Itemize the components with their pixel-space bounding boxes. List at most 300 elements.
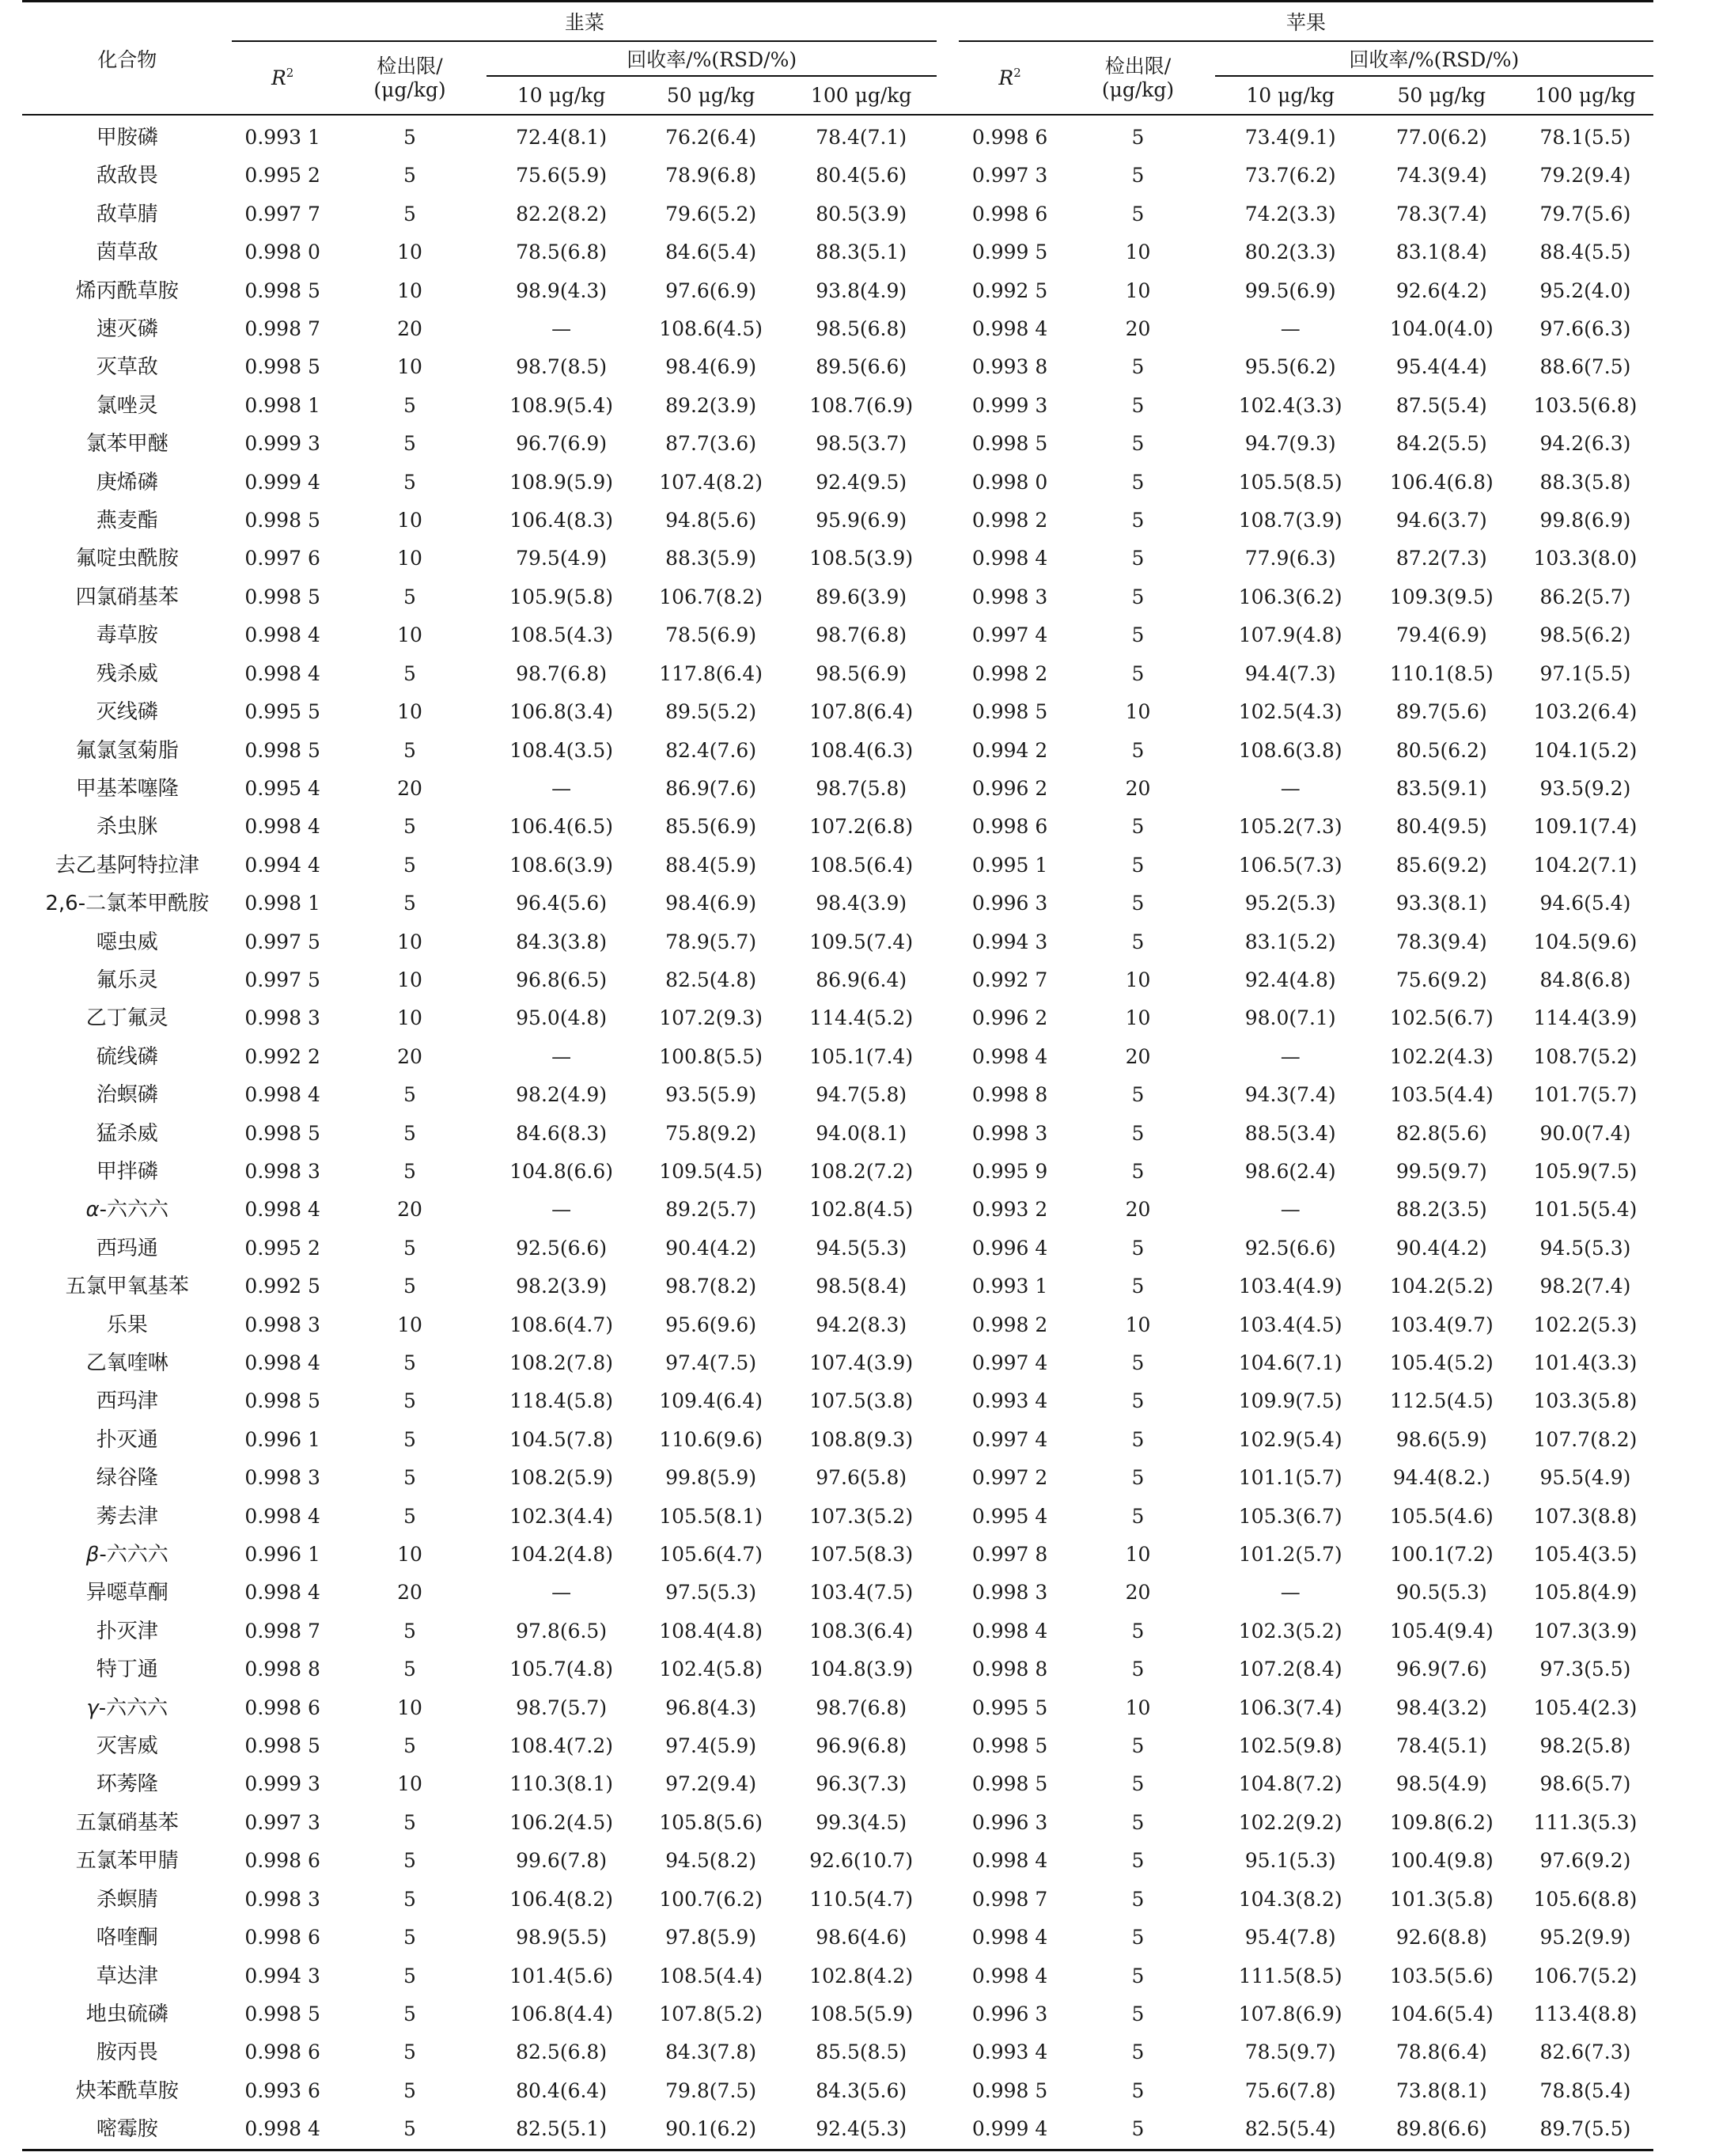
table-row xyxy=(22,655,1653,693)
lod-leek: 5 xyxy=(403,585,416,608)
compound-name: 庚烯磷 xyxy=(96,470,158,494)
lod-leek: 5 xyxy=(403,1658,416,1681)
table-row xyxy=(22,1230,1653,1267)
rec10-apple: 106.3(7.4) xyxy=(1238,1696,1342,1719)
rec100-leek: 109.5(7.4) xyxy=(809,930,914,953)
rec10-apple: — xyxy=(1280,776,1301,800)
rec100-apple: 88.3(5.8) xyxy=(1539,470,1631,494)
rec50-apple: 92.6(4.2) xyxy=(1395,278,1487,302)
lod-leek: 5 xyxy=(403,1427,416,1451)
rec10-apple: 107.2(8.4) xyxy=(1238,1658,1342,1681)
r2-apple: 0.992 7 xyxy=(971,968,1048,991)
rec10-apple: 82.5(5.4) xyxy=(1215,2110,1366,2150)
rec50-leek: 94.5(8.2) xyxy=(665,1849,757,1873)
lod-leek: 10 xyxy=(397,1313,422,1336)
compound-name: 氯苯甲醚 xyxy=(85,432,168,457)
r2-apple: 0.995 9 xyxy=(971,1159,1048,1183)
rec10-apple: 73.7(6.2) xyxy=(1244,164,1336,188)
rec50-leek: 97.5(5.3) xyxy=(665,1581,757,1605)
rec10-apple: 95.4(7.8) xyxy=(1244,1926,1336,1949)
rec100-leek: 92.4(9.5) xyxy=(816,470,907,494)
rec100-leek: 104.8(3.9) xyxy=(809,1658,914,1681)
lod-leek: 10 xyxy=(397,1543,422,1567)
r2-apple: 0.999 4 xyxy=(959,2110,1062,2150)
rec50-apple: 94.4(8.2.) xyxy=(1392,1466,1490,1490)
lod-apple: 5 xyxy=(1131,1389,1145,1413)
rec10-leek: 98.7(5.7) xyxy=(516,1696,608,1719)
rec10-leek: 108.2(7.8) xyxy=(509,1351,614,1374)
lod-leek: 5 xyxy=(403,2078,416,2102)
r2-apple: 0.997 4 xyxy=(971,1427,1048,1451)
r2-leek: 0.998 5 xyxy=(244,1121,320,1145)
lod-leek: 5 xyxy=(403,1504,416,1528)
r2-leek: 0.999 3 xyxy=(244,432,320,456)
rec50-apple: 102.2(4.3) xyxy=(1389,1044,1494,1068)
compound-name: β-六六六 xyxy=(85,1543,168,1567)
rec100-apple: 104.2(7.1) xyxy=(1533,853,1638,877)
rec100-leek: 98.6(4.6) xyxy=(816,1926,907,1949)
lod-apple: 5 xyxy=(1131,1083,1145,1107)
rec10-leek: 108.4(3.5) xyxy=(509,738,614,762)
rec10-leek: 105.7(4.8) xyxy=(509,1658,614,1681)
r2-apple: 0.998 3 xyxy=(971,1581,1048,1605)
r2-apple: 0.997 8 xyxy=(971,1543,1048,1567)
r2-leek: 0.995 2 xyxy=(244,164,320,188)
rec100-apple: 103.2(6.4) xyxy=(1533,700,1638,724)
lod-apple: 5 xyxy=(1131,1926,1145,1949)
r2-leek: 0.998 5 xyxy=(244,2002,320,2025)
rec50-apple: 99.5(9.7) xyxy=(1395,1159,1487,1183)
lod-leek: 5 xyxy=(403,432,416,456)
lod-leek: 10 xyxy=(397,278,422,302)
table-row xyxy=(22,732,1653,770)
r2-leek: 0.998 6 xyxy=(244,1696,320,1719)
rec50-leek: 117.8(6.4) xyxy=(659,661,763,685)
r2-leek: 0.995 5 xyxy=(244,700,320,724)
rec100-leek: 108.4(6.3) xyxy=(809,738,914,762)
rec100-leek: 107.5(8.3) xyxy=(809,1543,914,1567)
lod-leek: 5 xyxy=(403,815,416,839)
rec100-leek: 98.5(6.8) xyxy=(816,317,907,341)
compound-name: 杀虫脒 xyxy=(96,815,158,839)
rec100-leek: 105.1(7.4) xyxy=(809,1044,914,1068)
rec50-apple: 105.5(4.6) xyxy=(1389,1504,1494,1528)
table-row xyxy=(22,1115,1653,1153)
r2-leek: 0.998 3 xyxy=(244,1159,320,1183)
rec100-apple: 95.2(9.9) xyxy=(1539,1926,1631,1949)
rec50-apple: 103.4(9.7) xyxy=(1389,1313,1494,1336)
rec10-leek: 96.7(6.9) xyxy=(516,432,608,456)
group-header-leek: 韭菜 xyxy=(232,2,937,42)
rec50-apple: 109.3(9.5) xyxy=(1389,585,1494,608)
lod-leek: 5 xyxy=(403,1849,416,1873)
table-row xyxy=(22,1536,1653,1574)
rec50-leek: 108.6(4.5) xyxy=(659,317,763,341)
compound-name: 地虫硫磷 xyxy=(85,2002,168,2026)
lod-leek: 20 xyxy=(397,776,422,800)
r2-leek: 0.998 4 xyxy=(232,2110,332,2150)
lod-apple: 20 xyxy=(1125,776,1151,800)
rec50-leek: 105.8(5.6) xyxy=(659,1810,763,1834)
lod-leek: 10 xyxy=(397,241,422,264)
rec100-apple: 108.7(5.2) xyxy=(1533,1044,1638,1068)
rec10-apple: 75.6(7.8) xyxy=(1244,2078,1336,2102)
rec50-leek: 108.4(4.8) xyxy=(659,1619,763,1643)
rec50-apple: 78.3(9.4) xyxy=(1395,930,1487,953)
rec100-leek: 110.5(4.7) xyxy=(809,1887,914,1911)
rec10-leek: 82.5(5.1) xyxy=(487,2110,636,2150)
r2-apple: 0.998 8 xyxy=(971,1658,1048,1681)
table-row xyxy=(22,1038,1653,1076)
rec100-apple: 84.8(6.8) xyxy=(1539,968,1631,991)
lod-apple: 5 xyxy=(1131,1772,1145,1796)
rec100-apple: 111.3(5.3) xyxy=(1533,1810,1638,1834)
rec10-leek: 96.8(6.5) xyxy=(516,968,608,991)
compound-name: 特丁通 xyxy=(96,1658,158,1682)
lod-leek: 10 xyxy=(397,1006,422,1030)
rec100-leek: 94.0(8.1) xyxy=(816,1121,907,1145)
rec50-apple: 104.6(5.4) xyxy=(1389,2002,1494,2025)
lod-apple: 10 xyxy=(1125,1696,1151,1719)
compound-name: 残杀威 xyxy=(96,661,158,686)
lod-leek: 10 xyxy=(397,1696,422,1719)
r2-apple: 0.997 4 xyxy=(971,623,1048,647)
compound-name: 五氯甲氧基苯 xyxy=(65,1275,189,1299)
r2-apple: 0.998 4 xyxy=(971,317,1048,341)
lod-leek: 5 xyxy=(403,164,416,188)
rec50-apple: 73.8(8.1) xyxy=(1395,2078,1487,2102)
rec50-leek: 108.5(4.4) xyxy=(659,1964,763,1987)
r2-leek: 0.998 5 xyxy=(244,355,320,379)
rec50-leek: 82.5(4.8) xyxy=(665,968,757,991)
table-row xyxy=(22,272,1653,310)
lod-leek: 5 xyxy=(403,1466,416,1490)
r2-apple: 0.993 2 xyxy=(971,1198,1048,1222)
rec10-apple: 98.0(7.1) xyxy=(1244,1006,1336,1030)
rec10-apple: 106.5(7.3) xyxy=(1238,853,1342,877)
r2-apple: 0.992 5 xyxy=(971,278,1048,302)
rec10-apple: 92.5(6.6) xyxy=(1244,1236,1336,1260)
rec10-leek: 99.6(7.8) xyxy=(516,1849,608,1873)
rec50-leek: 109.4(6.4) xyxy=(659,1389,763,1413)
rec10-apple: 74.2(3.3) xyxy=(1244,202,1336,225)
rec10-apple: 108.6(3.8) xyxy=(1238,738,1342,762)
table-row xyxy=(22,1344,1653,1382)
compound-header: 化合物 xyxy=(22,2,232,116)
r2-apple: 0.998 2 xyxy=(971,661,1048,685)
rec50-leek: 89.5(5.2) xyxy=(665,700,757,724)
rec10-leek: 82.5(6.8) xyxy=(516,2040,608,2064)
table-row xyxy=(22,1881,1653,1919)
r2-apple: 0.996 3 xyxy=(971,892,1048,915)
compound-name: 草达津 xyxy=(96,1964,158,1988)
rec10-apple: 95.2(5.3) xyxy=(1244,892,1336,915)
rec50-apple: 92.6(8.8) xyxy=(1395,1926,1487,1949)
table-row xyxy=(22,310,1653,348)
rec50-leek: 78.9(5.7) xyxy=(665,930,757,953)
lod-apple: 10 xyxy=(1125,1006,1151,1030)
level-50-leek: 50 μg/kg xyxy=(636,76,786,115)
rec50-apple: 87.5(5.4) xyxy=(1395,393,1487,417)
lod-apple: 5 xyxy=(1131,470,1145,494)
r2-apple: 0.995 5 xyxy=(971,1696,1048,1719)
compound-name: 乐果 xyxy=(106,1313,148,1337)
rec50-apple: 77.0(6.2) xyxy=(1395,126,1487,149)
rec50-apple: 83.1(8.4) xyxy=(1395,241,1487,264)
table-row xyxy=(22,1498,1653,1536)
rec10-apple: 98.6(2.4) xyxy=(1244,1159,1336,1183)
table-row xyxy=(22,616,1653,654)
table-row xyxy=(22,1995,1653,2033)
rec10-leek: 104.5(7.8) xyxy=(509,1427,614,1451)
compound-name: 甲胺磷 xyxy=(96,126,158,150)
rec100-apple: 78.8(5.4) xyxy=(1539,2078,1631,2102)
rec100-apple: 99.8(6.9) xyxy=(1539,509,1631,532)
rec50-apple: 84.2(5.5) xyxy=(1395,432,1487,456)
lod-leek: 10 xyxy=(397,968,422,991)
table-row xyxy=(22,999,1653,1037)
r2-apple: 0.998 4 xyxy=(971,1849,1048,1873)
lod-apple: 5 xyxy=(1131,1504,1145,1528)
rec50-apple: 78.3(7.4) xyxy=(1395,202,1487,225)
lod-leek: 5 xyxy=(403,202,416,225)
lod-header-leek: 检出限/ (μg/kg) xyxy=(333,41,487,115)
lod-leek: 20 xyxy=(397,317,422,341)
rec100-apple: 105.8(4.9) xyxy=(1533,1581,1638,1605)
rec10-apple: 105.2(7.3) xyxy=(1238,815,1342,839)
rec10-leek: 98.9(5.5) xyxy=(516,1926,608,1949)
table-row xyxy=(22,1191,1653,1229)
lod-apple: 20 xyxy=(1125,317,1151,341)
rec10-apple: 95.5(6.2) xyxy=(1244,355,1336,379)
compound-name: 扑灭津 xyxy=(96,1619,158,1643)
lod-apple: 5 xyxy=(1131,1964,1145,1987)
r2-leek: 0.998 8 xyxy=(244,1658,320,1681)
rec100-apple: 97.6(9.2) xyxy=(1539,1849,1631,1873)
rec100-apple: 103.5(6.8) xyxy=(1533,393,1638,417)
r2-apple: 0.998 0 xyxy=(971,470,1048,494)
rec50-apple: 102.5(6.7) xyxy=(1389,1006,1494,1030)
lod-apple: 5 xyxy=(1131,2040,1145,2064)
compound-name: α-六六六 xyxy=(85,1198,168,1222)
r2-apple: 0.998 5 xyxy=(971,2078,1048,2102)
rec50-apple: 89.7(5.6) xyxy=(1395,700,1487,724)
lod-leek: 10 xyxy=(397,509,422,532)
compound-name: 甲基苯噻隆 xyxy=(75,776,179,801)
r2-leek: 0.997 6 xyxy=(244,547,320,570)
r2-apple: 0.995 4 xyxy=(971,1504,1048,1528)
lod-leek: 5 xyxy=(403,1887,416,1911)
rec100-apple: 95.5(4.9) xyxy=(1539,1466,1631,1490)
rec10-leek: 108.4(7.2) xyxy=(509,1734,614,1758)
rec10-leek: 108.6(3.9) xyxy=(509,853,614,877)
rec50-apple: 87.2(7.3) xyxy=(1395,547,1487,570)
r2-leek: 0.998 4 xyxy=(244,1083,320,1107)
rec10-apple: 103.4(4.9) xyxy=(1238,1275,1342,1298)
r2-leek: 0.995 4 xyxy=(244,776,320,800)
rec100-apple: 113.4(8.8) xyxy=(1533,2002,1638,2025)
table-row xyxy=(22,1612,1653,1650)
table-row xyxy=(22,2110,1653,2150)
rec50-apple: 101.3(5.8) xyxy=(1389,1887,1494,1911)
rec100-leek: 103.4(7.5) xyxy=(809,1581,914,1605)
rec100-leek: 108.3(6.4) xyxy=(809,1619,914,1643)
rec100-leek: 108.8(9.3) xyxy=(809,1427,914,1451)
r2-apple: 0.993 4 xyxy=(971,1389,1048,1413)
rec50-leek: 109.5(4.5) xyxy=(659,1159,763,1183)
lod-apple: 5 xyxy=(1131,1427,1145,1451)
rec10-apple: 95.1(5.3) xyxy=(1244,1849,1336,1873)
rec100-apple: 107.3(8.8) xyxy=(1533,1504,1638,1528)
lod-leek: 5 xyxy=(403,393,416,417)
rec100-apple: 103.3(8.0) xyxy=(1533,547,1638,570)
r2-apple: 0.998 4 xyxy=(971,1044,1048,1068)
rec10-leek: — xyxy=(551,1198,572,1222)
rec100-apple: 97.3(5.5) xyxy=(1539,1658,1631,1681)
rec10-leek: 110.3(8.1) xyxy=(509,1772,614,1796)
rec10-leek: 84.6(8.3) xyxy=(516,1121,608,1145)
table-row xyxy=(22,1459,1653,1497)
rec10-apple: 102.9(5.4) xyxy=(1238,1427,1342,1451)
rec10-leek: 98.7(6.8) xyxy=(516,661,608,685)
rec10-leek: 101.4(5.6) xyxy=(509,1964,614,1987)
lod-leek: 5 xyxy=(403,126,416,149)
rec50-leek: 110.6(9.6) xyxy=(659,1427,763,1451)
rec100-leek: 88.3(5.1) xyxy=(816,241,907,264)
rec100-leek: 98.5(6.9) xyxy=(816,661,907,685)
rec50-leek: 88.4(5.9) xyxy=(665,853,757,877)
compound-name: 五氯苯甲腈 xyxy=(75,1849,179,1874)
lod-leek: 5 xyxy=(403,892,416,915)
compound-name: 氯唑灵 xyxy=(96,393,158,418)
r2-leek: 0.998 4 xyxy=(244,815,320,839)
rec50-apple: 83.5(9.1) xyxy=(1395,776,1487,800)
rec50-apple: 105.4(9.4) xyxy=(1389,1619,1494,1643)
table-row xyxy=(22,1919,1653,1957)
r2-leek: 0.998 4 xyxy=(244,623,320,647)
rec10-apple: 109.9(7.5) xyxy=(1238,1389,1342,1413)
level-10-leek: 10 μg/kg xyxy=(487,76,636,115)
compound-name: 烯丙酰草胺 xyxy=(75,278,179,303)
table-row xyxy=(22,2072,1653,2110)
r2-leek: 0.998 3 xyxy=(244,1466,320,1490)
table-row xyxy=(22,2033,1653,2071)
rec50-apple: 93.3(8.1) xyxy=(1395,892,1487,915)
lod-apple: 5 xyxy=(1131,393,1145,417)
table-row xyxy=(22,1957,1653,1995)
rec100-leek: 94.2(8.3) xyxy=(816,1313,907,1336)
lod-apple: 5 xyxy=(1131,1658,1145,1681)
rec50-apple: 106.4(6.8) xyxy=(1389,470,1494,494)
rec50-apple: 90.5(5.3) xyxy=(1395,1581,1487,1605)
rec100-apple: 98.6(5.7) xyxy=(1539,1772,1631,1796)
rec50-apple: 103.5(5.6) xyxy=(1389,1964,1494,1987)
lod-leek: 5 xyxy=(403,1275,416,1298)
rec50-leek: 88.3(5.9) xyxy=(665,547,757,570)
rec50-apple: 85.6(9.2) xyxy=(1395,853,1487,877)
rec50-leek: 90.4(4.2) xyxy=(665,1236,757,1260)
rec50-apple: 82.8(5.6) xyxy=(1395,1121,1487,1145)
rec50-apple: 105.4(5.2) xyxy=(1389,1351,1494,1374)
r2-leek: 0.998 1 xyxy=(244,393,320,417)
rec10-leek: 106.4(8.3) xyxy=(509,509,614,532)
rec50-leek: 85.5(6.9) xyxy=(665,815,757,839)
table-row xyxy=(22,348,1653,386)
rec50-leek: 98.7(8.2) xyxy=(665,1275,757,1298)
rec10-leek: — xyxy=(551,776,572,800)
rec100-leek: 86.9(6.4) xyxy=(816,968,907,991)
lod-leek: 10 xyxy=(397,623,422,647)
r2-leek: 0.997 3 xyxy=(244,1810,320,1834)
lod-apple: 5 xyxy=(1131,202,1145,225)
compound-name: 绿谷隆 xyxy=(96,1466,158,1491)
r2-header-leek: $R^2$ xyxy=(232,41,332,115)
lod-leek: 10 xyxy=(397,930,422,953)
rec10-apple: 103.4(4.5) xyxy=(1238,1313,1342,1336)
lod-apple: 5 xyxy=(1131,1849,1145,1873)
rec10-leek: 106.2(4.5) xyxy=(509,1810,614,1834)
rec50-leek: 97.8(5.9) xyxy=(665,1926,757,1949)
compound-name: 去乙基阿特拉津 xyxy=(55,853,199,877)
rec50-leek: 86.9(7.6) xyxy=(665,776,757,800)
rec50-leek: 107.8(5.2) xyxy=(659,2002,763,2025)
r2-leek: 0.998 4 xyxy=(244,1198,320,1222)
lod-leek: 10 xyxy=(397,547,422,570)
rec100-leek: 98.7(6.8) xyxy=(816,1696,907,1719)
r2-leek: 0.998 3 xyxy=(244,1887,320,1911)
compound-name: 乙丁氟灵 xyxy=(85,1006,168,1031)
r2-leek: 0.998 6 xyxy=(244,2040,320,2064)
rec50-apple: 94.6(3.7) xyxy=(1395,509,1487,532)
lod-apple: 20 xyxy=(1125,1044,1151,1068)
rec50-leek: 78.5(6.9) xyxy=(665,623,757,647)
r2-leek: 0.998 4 xyxy=(244,1351,320,1374)
rec10-apple: 94.3(7.4) xyxy=(1244,1083,1336,1107)
rec50-apple: 98.6(5.9) xyxy=(1395,1427,1487,1451)
rec10-apple: 92.4(4.8) xyxy=(1244,968,1336,991)
rec100-apple: 94.5(5.3) xyxy=(1539,1236,1631,1260)
r2-leek: 0.997 7 xyxy=(244,202,320,225)
r2-leek: 0.998 5 xyxy=(244,1389,320,1413)
lod-leek: 5 xyxy=(403,1083,416,1107)
r2-apple: 0.999 5 xyxy=(971,241,1048,264)
lod-leek: 5 xyxy=(403,738,416,762)
compound-name: 四氯硝基苯 xyxy=(75,585,179,609)
rec50-leek: 99.8(5.9) xyxy=(665,1466,757,1490)
compound-name: 环莠隆 xyxy=(96,1772,158,1797)
rec50-leek: 79.6(5.2) xyxy=(665,202,757,225)
rec100-leek: 98.7(5.8) xyxy=(816,776,907,800)
lod-header-apple: 检出限/ (μg/kg) xyxy=(1061,41,1214,115)
r2-leek: 0.998 3 xyxy=(244,1313,320,1336)
lod-leek: 10 xyxy=(397,1772,422,1796)
compound-name: 西玛津 xyxy=(96,1389,158,1414)
rec50-apple: 90.4(4.2) xyxy=(1395,1236,1487,1260)
r2-leek: 0.998 5 xyxy=(244,738,320,762)
rec50-leek: 84.6(5.4) xyxy=(665,241,757,264)
r2-leek: 0.999 4 xyxy=(244,470,320,494)
table-row xyxy=(22,578,1653,616)
rec50-apple: 88.2(3.5) xyxy=(1395,1198,1487,1222)
rec100-apple: 97.6(6.3) xyxy=(1539,317,1631,341)
r2-apple: 0.996 3 xyxy=(971,2002,1048,2025)
rec10-apple: 107.9(4.8) xyxy=(1238,623,1342,647)
recovery-header-apple: 回收率/%(RSD/%) xyxy=(1215,41,1653,76)
r2-apple: 0.997 3 xyxy=(971,164,1048,188)
lod-leek: 20 xyxy=(397,1581,422,1605)
rec100-apple: 107.3(3.9) xyxy=(1533,1619,1638,1643)
lod-leek: 5 xyxy=(403,1926,416,1949)
